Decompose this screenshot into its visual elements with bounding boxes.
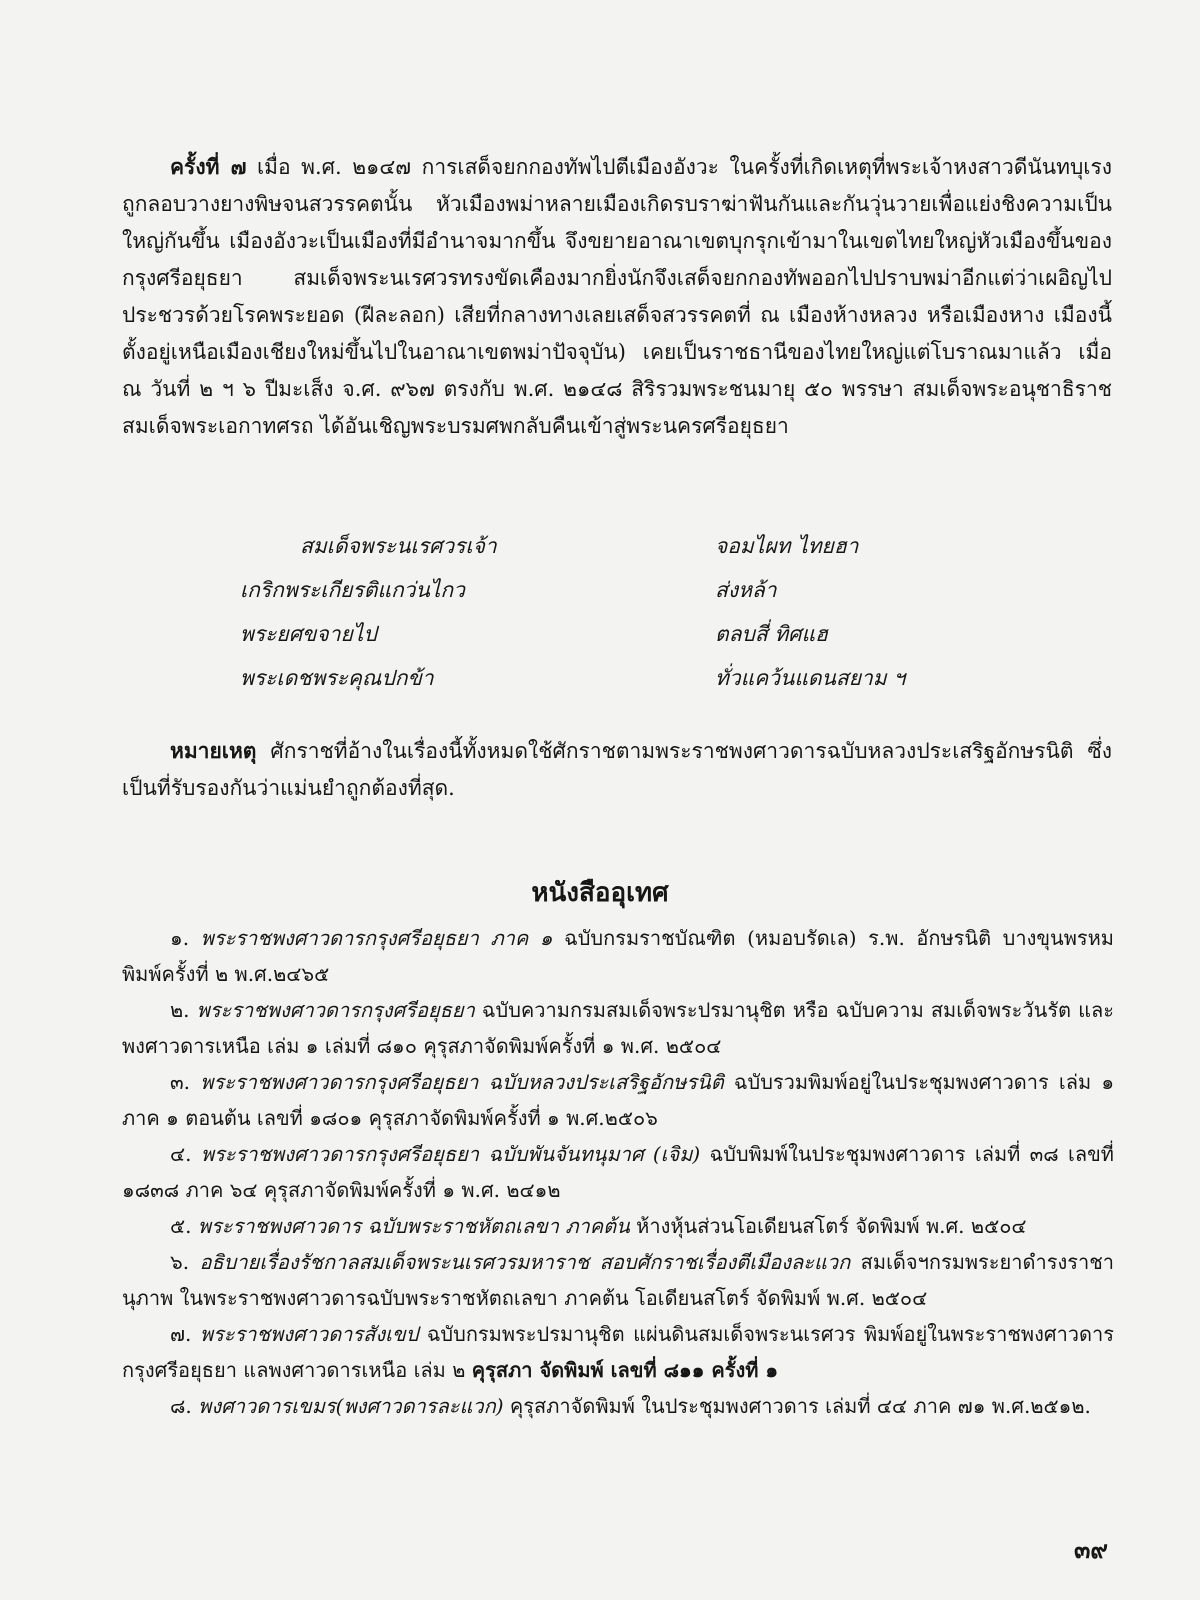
note-paragraph	[122, 732, 1112, 807]
poem-right-column	[715, 524, 905, 700]
reference-item: ๓. พระราชพงศาวดารกรุงศรีอยุธยา ฉบับหลวงประเสริฐอักษรนิติ ฉบับรวมพิมพ์อยู่ในประชุมพงศาวดาร เล่ม ๑ ภาค ๑ ตอนต้น เลขที่ ๑๘๐๑ คุรุสภาจัดพิมพ์ครั้งที่ ๑ พ.ศ.๒๕๐๖	[122, 1070, 1115, 1130]
reference-title: พงศาวดารเขมร(พงศาวดารละแวก)	[198, 1394, 504, 1418]
paragraph-label: ครั้งที่ ๗	[170, 154, 247, 179]
poem-line: สมเด็จพระนเรศวรเจ้า	[300, 534, 497, 558]
reference-title: พระราชพงศาวดารสังเขป	[199, 1322, 419, 1346]
paragraph-text: เมื่อ พ.ศ. ๒๑๔๗ การเสด็จยกกองทัพไปตีเมืองอังวะ ในครั้งที่เกิดเหตุที่พระเจ้าหงสาวดีนันทบุเรงถูกลอบวางยางพิษจนสวรรคตนั้น หัวเมืองพม่าหลายเมืองเกิดรบราฆ่าฟันกันและกันวุ่นวายเพื่อแย่งชิงความเป็นใหญ่กันขึ้น เมืองอังวะเป็นเมืองที่มีอำนาจมากขึ้น จึงขยายอาณาเขตบุกรุกเข้ามาในเขตไทยใหญ่หัวเมืองขึ้นของกรุงศรีอยุธยา สมเด็จพระนเรศวรทรงขัดเคืองมากยิ่งนักจึงเสด็จยกกองทัพออกไปปราบพม่าอีกแต่ว่าเผอิญไปประชวรด้วยโรคพระยอด (ฝีละลอก) เสียที่กลางทางเลยเสด็จสวรรคตที่ ณ เมืองห้างหลวง หรือเมืองหาง เมืองนี้ตั้งอยู่เหนือเมืองเชียงใหม่ขึ้นไปในอาณาเขตพม่าปัจจุบัน) เคยเป็นราชธานีของไทยใหญ่แต่โบราณมาแล้ว เมื่อ ณ วันที่ ๒ ฯ ๖ ปีมะเส็ง จ.ศ. ๙๖๗ ตรงกับ พ.ศ. ๒๑๔๘ สิริรวมพระชนมายุ ๕๐ พรรษา สมเด็จพระอนุชาธิราช สมเด็จพระเอกาทศรถ ได้อันเชิญพระบรมศพกลับคืนเข้าสู่พระนครศรีอยุธยา	[122, 155, 1112, 438]
reference-title: พระราชพงศาวดารกรุงศรีอยุธยา	[196, 998, 475, 1022]
poem-line: ตลบสี่ ทิศแฮ	[715, 622, 828, 646]
reference-bold-tail: คุรุสภา จัดพิมพ์ เลขที่ ๘๑๑ ครั้งที่ ๑	[471, 1358, 779, 1382]
reference-title: พระราชพงศาวดาร ฉบับพระราชหัตถเลขา ภาคต้น	[197, 1214, 630, 1238]
poem-line: ทั่วแคว้นแดนสยาม ฯ	[715, 666, 906, 690]
note-text: ศักราชที่อ้างในเรื่องนี้ทั้งหมดใช้ศักราชตามพระราชพงศาวดารฉบับหลวงประเสริฐอักษรนิติ ซึ่งเป็นที่รับรองกันว่าแม่นยำถูกต้องที่สุด.	[122, 739, 1112, 800]
poem-line: เกริกพระเกียรติแกว่นไกว	[240, 578, 465, 602]
reference-item: ๑. พระราชพงศาวดารกรุงศรีอยุธยา ภาค ๑ ฉบับกรมราชบัณฑิต (หมอบรัดเล) ร.พ. อักษรนิติ บางขุนพรหม พิมพ์ครั้งที่ ๒ พ.ศ.๒๔๖๕	[122, 926, 1114, 986]
references-heading: หนังสืออุเทศ	[531, 878, 669, 908]
reference-item: ๖. อธิบายเรื่องรัชกาลสมเด็จพระนเรศวรมหาราช สอบศักราชเรื่องตีเมืองละแวก สมเด็จฯกรมพระยาดำรงราชานุภาพ ในพระราชพงศาวดารฉบับพระราชหัตถเลขา ภาคต้น โอเดียนสโตร์ จัดพิมพ์ พ.ศ. ๒๕๐๔	[122, 1250, 1114, 1310]
reference-item: ๔. พระราชพงศาวดารกรุงศรีอยุธยา ฉบับพันจันทนุมาศ (เจิม) ฉบับพิมพ์ในประชุมพงศาวดาร เล่มที่ ๓๘ เลขที่ ๑๘๓๘ ภาค ๖๔ คุรุสภาจัดพิมพ์ครั้งที่ ๑ พ.ศ. ๒๔๑๒	[122, 1142, 1114, 1202]
reference-item: ๗. พระราชพงศาวดารสังเขป ฉบับกรมพระปรมานุชิต แผ่นดินสมเด็จพระนเรศวร พิมพ์อยู่ในพระราชพงศาวดารกรุงศรีอยุธยา แลพงศาวดารเหนือ เล่ม ๒ คุรุสภา จัดพิมพ์ เลขที่ ๘๑๑ ครั้งที่ ๑	[122, 1322, 1115, 1382]
reference-item: ๘. พงศาวดารเขมร(พงศาวดารละแวก) คุรุสภาจัดพิมพ์ ในประชุมพงศาวดาร เล่มที่ ๔๔ ภาค ๗๑ พ.ศ.๒๕๑๒.	[170, 1394, 1091, 1418]
page-number: ๓๙	[1074, 1535, 1108, 1564]
note-label: หมายเหตุ	[170, 738, 257, 763]
references-list	[122, 920, 1114, 1424]
poem-line: พระเดชพระคุณปกข้า	[240, 666, 434, 690]
reference-title: อธิบายเรื่องรัชกาลสมเด็จพระนเรศวรมหาราช สอบศักราชเรื่องตีเมืองละแวก	[199, 1250, 851, 1274]
reference-title: พระราชพงศาวดารกรุงศรีอยุธยา ฉบับหลวงประเสริฐอักษรนิติ	[200, 1070, 724, 1094]
reference-item: ๕. พระราชพงศาวดาร ฉบับพระราชหัตถเลขา ภาคต้น ห้างหุ้นส่วนโอเดียนสโตร์ จัดพิมพ์ พ.ศ. ๒๕๐๔	[170, 1214, 1027, 1238]
reference-title: พระราชพงศาวดารกรุงศรีอยุธยา ภาค ๑	[200, 926, 553, 950]
poem-left-column	[240, 524, 497, 700]
reference-title: พระราชพงศาวดารกรุงศรีอยุธยา ฉบับพันจันทนุมาศ (เจิม)	[200, 1142, 701, 1166]
reference-item: ๒. พระราชพงศาวดารกรุงศรีอยุธยา ฉบับความกรมสมเด็จพระปรมานุชิต หรือ ฉบับความ สมเด็จพระวันรัต และพงศาวดารเหนือ เล่ม ๑ เล่มที่ ๘๑๐ คุรุสภาจัดพิมพ์ครั้งที่ ๑ พ.ศ. ๒๕๐๔	[122, 998, 1114, 1058]
poem-line: พระยศขจายไป	[240, 622, 377, 646]
poem-line: จอมไผท ไทยฮา	[715, 534, 859, 558]
paragraph-campaign	[122, 148, 1112, 445]
poem-line: ส่งหล้า	[715, 578, 777, 602]
